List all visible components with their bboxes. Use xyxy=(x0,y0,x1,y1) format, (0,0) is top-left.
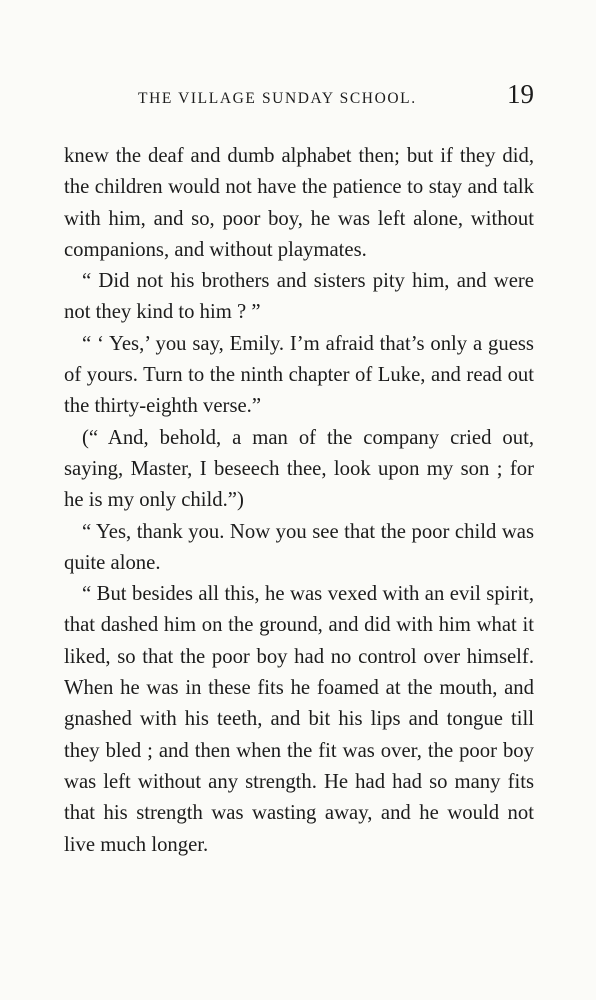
paragraph: “ Yes, thank you. Now you see that the poor child was quite alone. xyxy=(64,520,534,574)
running-title: THE VILLAGE SUNDAY SCHOOL. xyxy=(138,90,417,107)
paragraph: “ But besides all this, he was vexed with an evil spirit, that dashed him on the ground, and did with him what it liked, so that the poor boy had no control over himself. When he was in these fits he foamed at the mouth, and gnashed with his teeth, and bit his lips and tongue till they bled ; and then when the fit was over, the poor boy was left without any strength. He had had so many fits that his strength was wasting away, and he would not live much longer. xyxy=(64,583,534,856)
paragraph: “ Did not his brothers and sisters pity him, and were not they kind to him ? ” xyxy=(64,270,534,324)
paragraph: (“ And, behold, a man of the company cried out, saying, Master, I beseech thee, look upon my son ; for he is my only child.”) xyxy=(64,426,534,512)
paragraph: knew the deaf and dumb alphabet then; but if they did, the children would not have the patience to stay and talk with him, and so, poor boy, he was left alone, without companions, and without playmates. xyxy=(64,145,534,261)
page-number: 19 xyxy=(507,79,534,109)
page-header xyxy=(62,79,534,118)
body-text xyxy=(64,141,534,861)
paragraph: “ ‘ Yes,’ you say, Emily. I’m afraid that’s only a guess of yours. Turn to the ninth chapter of Luke, and read out the thirty-eighth verse.” xyxy=(64,332,534,418)
